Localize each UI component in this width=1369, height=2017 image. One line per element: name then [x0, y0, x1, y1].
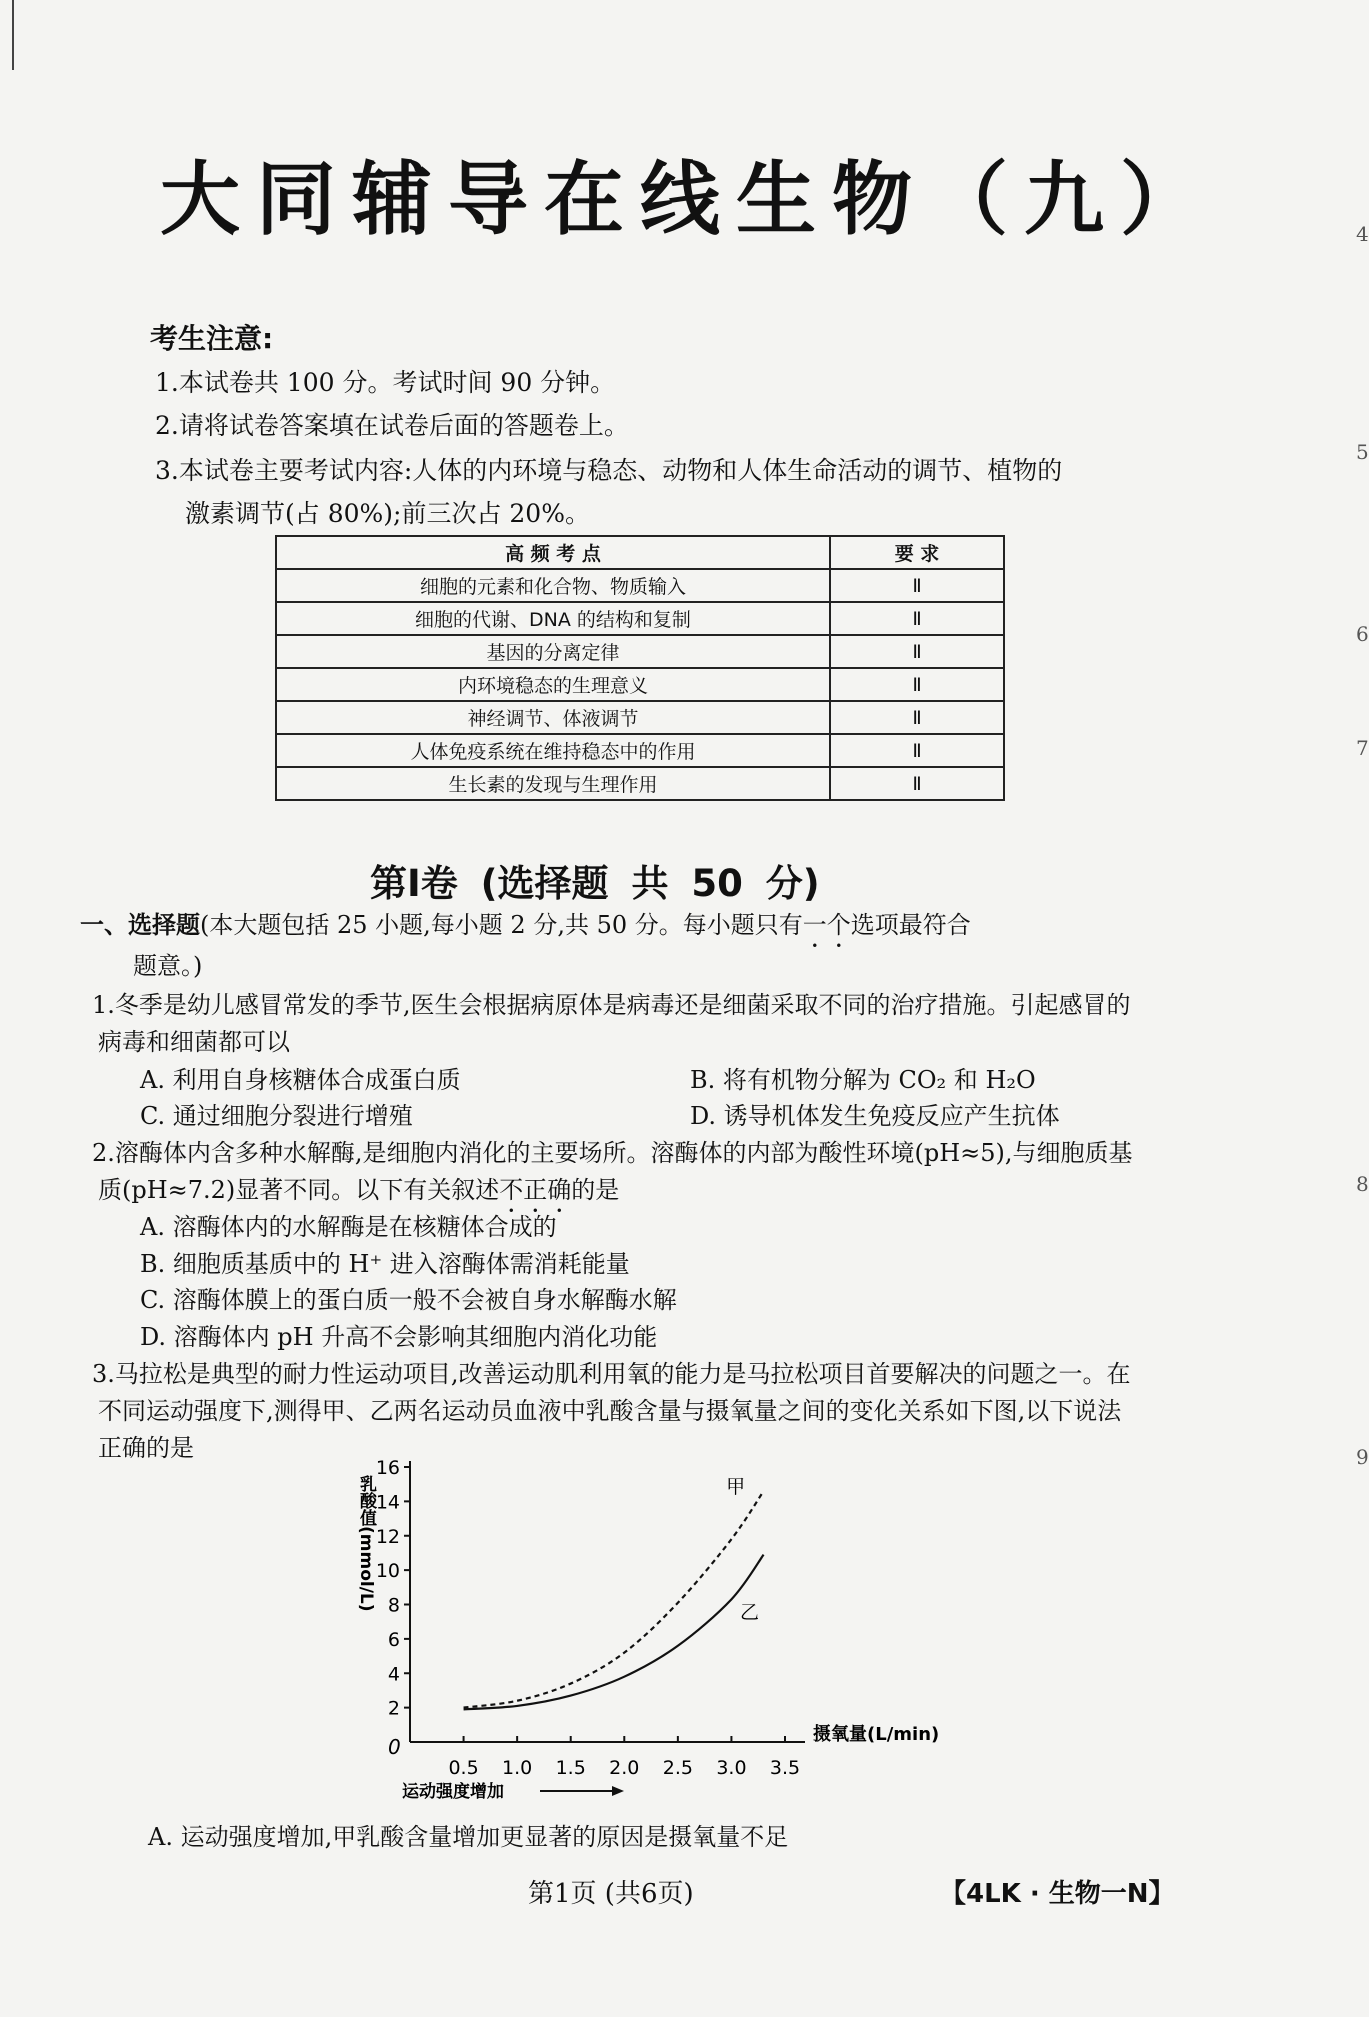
q2-option-c: C. 溶酶体膜上的蛋白质一般不会被自身水解酶水解: [140, 1286, 677, 1314]
table-cell: 生长素的发现与生理作用: [276, 767, 830, 800]
side-number: 5: [1356, 440, 1369, 464]
table-cell: Ⅱ: [830, 602, 1004, 635]
y-tick-label: 6: [387, 1628, 400, 1651]
table-row: [276, 635, 1004, 668]
table-cell: Ⅱ: [830, 569, 1004, 602]
table-row: [276, 767, 1004, 800]
table-cell: Ⅱ: [830, 635, 1004, 668]
series-line-jia: [464, 1491, 764, 1708]
y-tick-label: 12: [375, 1525, 400, 1548]
y-tick-label: 8: [387, 1594, 400, 1617]
x-tick-label: 3.0: [716, 1757, 747, 1779]
x-axis-label: 摄氧量(L/min): [813, 1724, 940, 1745]
table-row: [276, 734, 1004, 767]
q3-option-a: A. 运动强度增加,甲乳酸含量增加更显著的原因是摄氧量不足: [148, 1823, 789, 1851]
scan-edge-line: [12, 0, 14, 70]
x-tick-label: 2.0: [609, 1757, 640, 1779]
question-3-stem: 正确的是: [98, 1434, 194, 1462]
y-tick-label: 2: [387, 1697, 400, 1720]
y-tick-label: 16: [375, 1457, 400, 1479]
table-row: [276, 701, 1004, 734]
q1-option-d: D. 诱导机体发生免疫反应产生抗体: [690, 1102, 1060, 1130]
q1-option-b: B. 将有机物分解为 CO₂ 和 H₂O: [690, 1066, 1036, 1094]
x-tick-label: 3.5: [769, 1757, 801, 1779]
question-1-stem: 病毒和细菌都可以: [98, 1028, 290, 1056]
series-label: 乙: [740, 1601, 760, 1624]
lactate-chart: [340, 1455, 960, 1800]
side-number: 4: [1356, 222, 1369, 246]
table-row: [276, 602, 1004, 635]
question-2-stem: 2.溶酶体内含多种水解酶,是细胞内消化的主要场所。溶酶体的内部为酸性环境(pH≈5),与细胞质基: [92, 1139, 1133, 1167]
question-2-text: 质(pH≈7.2)显著不同。以下有关叙述: [98, 1176, 500, 1204]
y-tick-label: 4: [387, 1663, 400, 1686]
y-tick-label: 10: [375, 1560, 400, 1583]
question-3-stem: 不同运动强度下,测得甲、乙两名运动员血液中乳酸含量与摄氧量之间的变化关系如下图,以下说法: [98, 1397, 1122, 1425]
emphasis-text: 不正确: [499, 1176, 572, 1204]
section-title: 第Ⅰ卷 (选择题 共 50 分): [370, 862, 820, 905]
table-header: 要 求: [830, 536, 1004, 569]
x-tick-label: 1.0: [502, 1757, 533, 1779]
table-cell: Ⅱ: [830, 767, 1004, 800]
key-points-table: [275, 535, 1005, 801]
table-cell: 人体免疫系统在维持稳态中的作用: [276, 734, 830, 767]
table-cell: 内环境稳态的生理意义: [276, 668, 830, 701]
table-cell: 细胞的元素和化合物、物质输入: [276, 569, 830, 602]
side-number: 9: [1356, 1445, 1369, 1469]
q2-option-d: D. 溶酶体内 pH 升高不会影响其细胞内消化功能: [140, 1323, 658, 1351]
q1-option-a: A. 利用自身核糖体合成蛋白质: [140, 1066, 461, 1094]
x-tick-label: 1.5: [555, 1757, 586, 1779]
section-intro-cont: 题意。): [133, 952, 203, 980]
section-intro: [80, 905, 971, 953]
table-cell: 细胞的代谢、DNA 的结构和复制: [276, 602, 830, 635]
page-number: 第1页 (共6页): [528, 1879, 694, 1909]
table-row: [276, 569, 1004, 602]
x-tick-label: 0.5: [448, 1757, 479, 1779]
table-cell: Ⅱ: [830, 668, 1004, 701]
side-number: 8: [1356, 1172, 1369, 1196]
section-intro-text: 选项最符合: [850, 911, 971, 939]
y-tick-label: 14: [375, 1491, 400, 1514]
section-intro-text: (本大题包括 25 小题,每小题 2 分,共 50 分。每小题只有: [200, 911, 803, 939]
series-line-yi: [464, 1555, 764, 1710]
table-cell: 基因的分离定律: [276, 635, 830, 668]
emphasis-text: 一个: [802, 911, 851, 939]
side-number: 7: [1356, 736, 1369, 760]
q1-option-c: C. 通过细胞分裂进行增殖: [140, 1102, 413, 1130]
paper-code: 【4LK · 生物一N】: [940, 1879, 1175, 1909]
section-intro-label: 一、选择题: [80, 911, 200, 939]
notice-item: 3.本试卷主要考试内容:人体的内环境与稳态、动物和人体生命活动的调节、植物的: [155, 456, 1063, 485]
y-axis-label: 乳酸值(mmol/L): [356, 1475, 376, 1612]
x-note-arrowhead: [612, 1786, 624, 1796]
notice-heading: 考生注意:: [150, 322, 274, 355]
question-1-stem: 1.冬季是幼儿感冒常发的季节,医生会根据病原体是病毒还是细菌采取不同的治疗措施。引起感冒的: [92, 991, 1131, 1019]
notice-item: 1.本试卷共 100 分。考试时间 90 分钟。: [155, 368, 616, 397]
x-tick-label: 2.5: [662, 1757, 693, 1779]
notice-item: 2.请将试卷答案填在试卷后面的答题卷上。: [155, 411, 629, 440]
table-cell: Ⅱ: [830, 701, 1004, 734]
question-2-text: 的是: [571, 1176, 620, 1204]
question-3-stem: 3.马拉松是典型的耐力性运动项目,改善运动肌利用氧的能力是马拉松项目首要解决的问题之一。在: [92, 1360, 1131, 1388]
x-note-label: 运动强度增加: [402, 1782, 504, 1802]
notice-item: 激素调节(占 80%);前三次占 20%。: [185, 499, 590, 528]
series-label: 甲: [726, 1475, 746, 1498]
q2-option-a: A. 溶酶体内的水解酶是在核糖体合成的: [140, 1213, 557, 1241]
table-row: [276, 668, 1004, 701]
table-header-row: [276, 536, 1004, 569]
table-cell: Ⅱ: [830, 734, 1004, 767]
exam-title: 大同辅导在线生物（九）: [160, 153, 1216, 246]
origin-label: 0: [388, 1735, 401, 1759]
table-cell: 神经调节、体液调节: [276, 701, 830, 734]
table-header: 高 频 考 点: [276, 536, 830, 569]
q2-option-b: B. 细胞质基质中的 H⁺ 进入溶酶体需消耗能量: [140, 1250, 630, 1278]
side-number: 6: [1356, 622, 1369, 646]
